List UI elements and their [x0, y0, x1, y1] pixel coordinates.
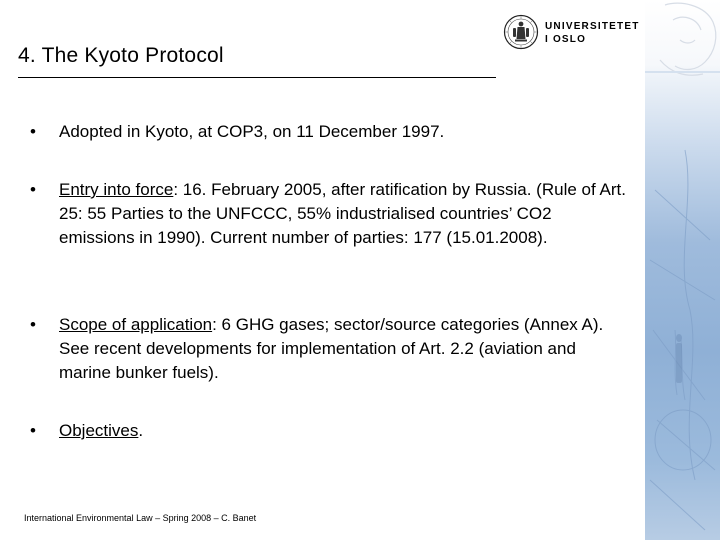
bullet-text — [59, 313, 629, 385]
university-name — [545, 20, 640, 46]
bullet-marker: • — [30, 315, 36, 334]
bullet-body: : 16. February 2005, after ratification by Russia. (Rule of Art. 25: 55 Parties to the UNFCCC, 55% industrialised countries’ CO2 emissions in 1990). Current number of parties: 177 (15.01.2008). — [59, 180, 626, 247]
bullet-text — [59, 178, 629, 250]
university-seal-icon — [503, 14, 539, 50]
bullet-heading: Objectives — [59, 421, 139, 440]
bullet-heading: Entry into force — [59, 180, 174, 199]
university-name-line1: UNIVERSITETET — [545, 21, 640, 32]
university-logo — [503, 14, 640, 54]
decorative-side-strip — [645, 0, 720, 540]
bullet-text: Adopted in Kyoto, at COP3, on 11 December 1997. — [59, 122, 445, 141]
university-name-line2: I OSLO — [545, 34, 587, 45]
bullet-marker: • — [30, 421, 36, 440]
bullet-body: : 6 GHG gases; sector/source categories (Annex A). See recent developments for implementation of Art. 2.2 (aviation and marine bunker fuels). — [59, 315, 604, 382]
bullet-marker: • — [30, 180, 36, 199]
bullet-marker: • — [30, 122, 36, 141]
title-underline-divider — [18, 77, 496, 78]
bullet-text — [59, 419, 629, 443]
slide-title: 4. The Kyoto Protocol — [18, 44, 224, 67]
decorative-artwork-icon — [645, 0, 720, 540]
bullet-body: . — [138, 421, 144, 440]
bullet-heading: Scope of application — [59, 315, 213, 334]
slide-footer: International Environmental Law – Spring 2008 – C. Banet — [24, 513, 257, 523]
